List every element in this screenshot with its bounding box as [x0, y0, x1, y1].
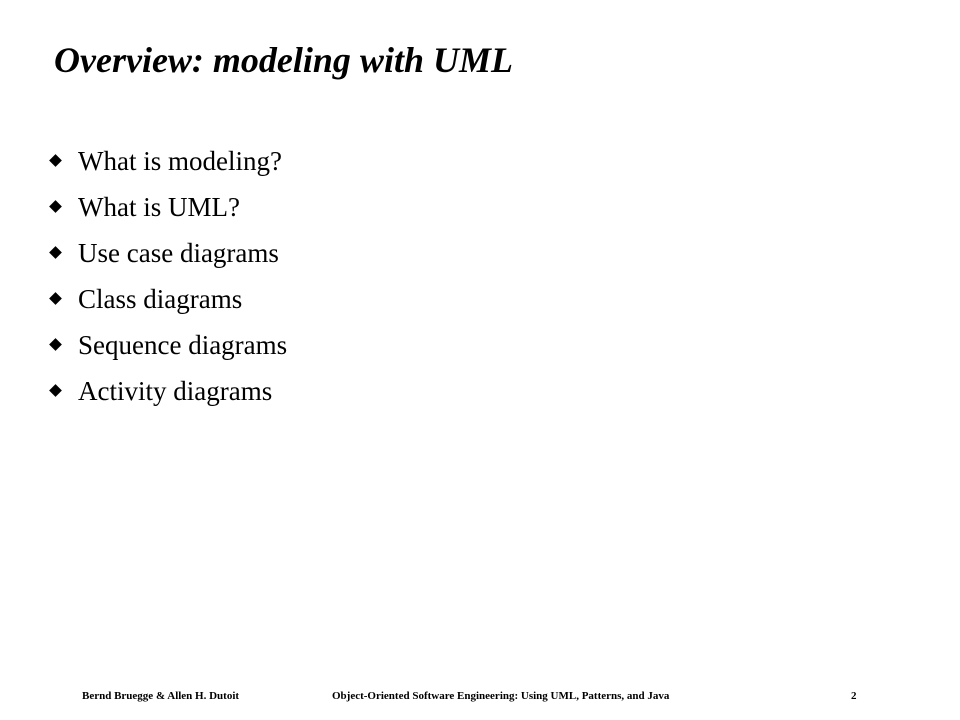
- bullet-text: Use case diagrams: [78, 238, 279, 268]
- diamond-bullet-icon: [50, 247, 62, 259]
- bullet-item: [50, 368, 287, 414]
- diamond-bullet-icon: [50, 293, 62, 305]
- bullet-item: [50, 230, 287, 276]
- bullet-item: [50, 322, 287, 368]
- bullet-list: [50, 138, 287, 414]
- bullet-item: [50, 276, 287, 322]
- footer-authors: Bernd Bruegge & Allen H. Dutoit: [82, 690, 240, 702]
- footer-page-number: 2: [851, 690, 857, 702]
- diamond-bullet-icon: [50, 385, 62, 397]
- bullet-text: Activity diagrams: [78, 376, 273, 406]
- bullet-text: What is modeling?: [78, 146, 282, 176]
- diamond-bullet-icon: [50, 201, 62, 213]
- diamond-bullet-icon: [50, 339, 62, 351]
- bullet-text: Class diagrams: [78, 284, 243, 314]
- bullet-item: [50, 184, 287, 230]
- diamond-bullet-icon: [50, 155, 62, 167]
- slide-title: Overview: modeling with UML: [54, 40, 513, 80]
- bullet-text: Sequence diagrams: [78, 330, 288, 360]
- footer-book-title: Object-Oriented Software Engineering: Using UML, Patterns, and Java: [332, 690, 670, 702]
- slide-footer: [0, 688, 960, 704]
- bullet-item: [50, 138, 287, 184]
- bullet-text: What is UML?: [78, 192, 240, 222]
